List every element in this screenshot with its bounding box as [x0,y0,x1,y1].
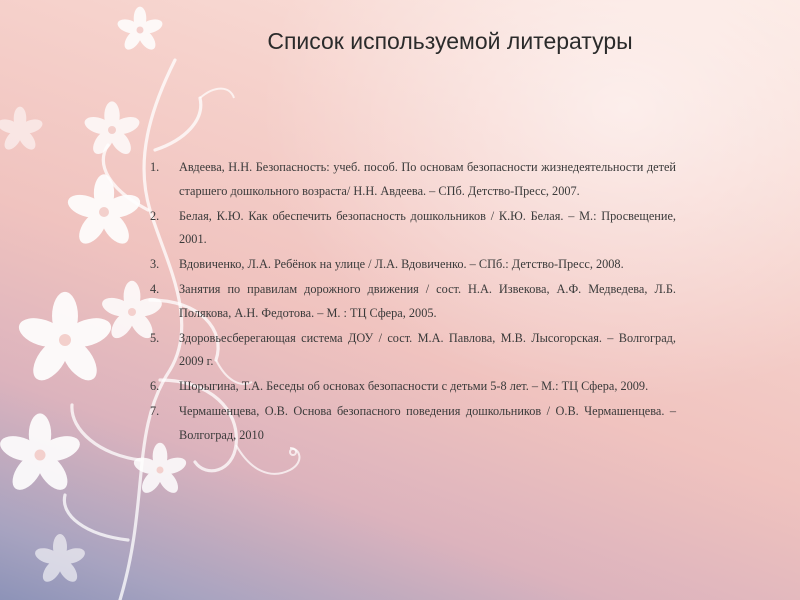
list-item [150,400,676,447]
item-text: Авдеева, Н.Н. Безопасность: учеб. пособ. По основам безопасности жизнедеятельности детей старшего дошкольного возраста/ Н.Н. Авдеева. – СПб. Детство-Пресс, 2007. [179,160,676,198]
item-text: Здоровьесберегающая система ДОУ / сост. М.А. Павлова, М.В. Лысогорская. – Волгоград, 2009 г. [179,330,676,368]
list-item [150,253,676,277]
item-text: Шорыгина, Т.А. Беседы об основах безопасности с детьми 5-8 лет. – М.: ТЦ Сфера, 2009. [179,379,649,393]
item-number: 1. [150,160,160,174]
item-number: 6. [150,379,160,393]
item-number: 4. [150,282,160,296]
item-number: 2. [150,208,160,223]
item-text: Занятия по правилам дорожного движения / сост. Н.А. Извекова, А.Ф. Медведева, Л.Б. Полякова, А.Н. Федотова. – М. : ТЦ Сфера, 2005. [179,282,676,320]
list-item [150,327,676,374]
list-item [150,156,676,203]
slide-title: Список используемой литературы [267,28,633,54]
list-item [150,278,676,325]
item-text: Белая, К.Ю. Как обеспечить безопасность дошкольников / К.Ю. Белая. – М.: Просвещение, 2001. [179,208,676,246]
item-text: Вдовиченко, Л.А. Ребёнок на улице / Л.А. Вдовиченко. – СПб.: Детство-Пресс, 2008. [179,257,624,271]
list-item [150,205,676,252]
item-number: 7. [150,404,160,418]
item-number: 3. [150,257,160,271]
reference-list [150,156,676,449]
item-number: 5. [150,330,160,345]
list-item [150,375,676,399]
item-text: Чермашенцева, О.В. Основа безопасного поведения дошкольников / О.В. Чермашенцева. – Волгоград, 2010 [179,404,676,442]
